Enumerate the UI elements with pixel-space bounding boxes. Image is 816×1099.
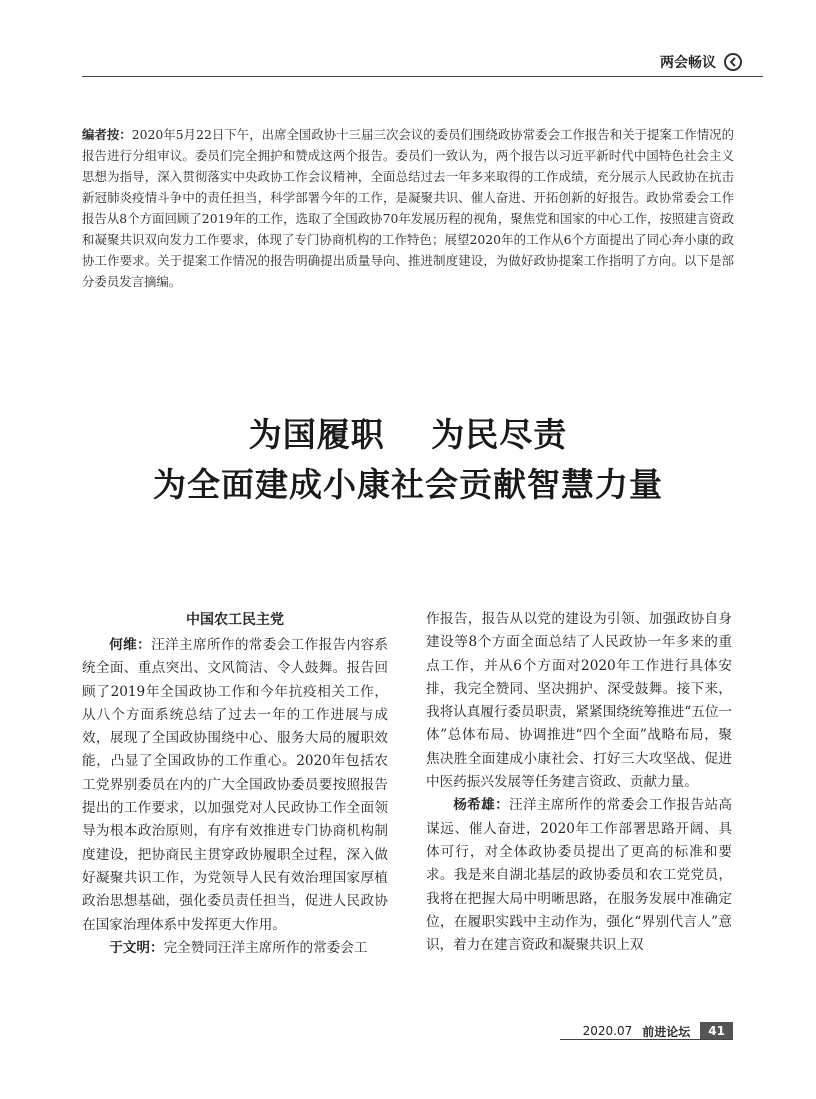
speaker-name: 于文明： (109, 939, 164, 956)
page-number: 41 (700, 1022, 733, 1040)
paragraph-yu-wenming-cont: 作报告，报告从以党的建设为引领、加强政协自身建设等8个方面全面总结了人民政协一年多来的重点工作，并从6个方面对2020年工作进行具体安排，我完全赞同、坚决拥护、深受鼓舞。接下来，我将认真履行委员职责，紧紧围绕统筹推进“五位一体”总体布局、协调推进“四个全面”战略布局，聚焦决胜全面建成小康社会、打好三大攻坚战、促进中医药振兴发展等任务建言资政、贡献力量。 (426, 611, 733, 791)
issue-date: 2020.07 (582, 1024, 633, 1038)
page-footer (583, 1022, 733, 1040)
speaker-name: 杨希雄： (453, 797, 510, 814)
paragraph-he-wei (82, 634, 388, 937)
footer-rule (560, 1039, 733, 1040)
paragraph-yang-xixiong (426, 794, 732, 957)
section-tag (660, 52, 742, 72)
title-line-2: 为全面建成小康社会贡献智慧力量 (153, 465, 663, 504)
paragraph-text: 汪洋主席所作的常委会工作报告内容系统全面、重点突出、文风简洁、令人鼓舞。报告回顾了2019年全国政协工作和今年抗疫相关工作，从八个方面系统总结了过去一年的工作进展与成效，展现了全国政协围绕中心、服务大局的履职效能，凸显了全国政协的工作重心。2020年包括农工党界别委员在内的广大全国政协委员要按照报告提出的工作要求，以加强党对人民政协工作全面领导为根本政治原则，有序有效推进专门协商机构制度建设，把协商民主贯穿政协履职全过程，深入做好凝聚共识工作，为党领导人民有效治理国家厚植政治思想基础，强化委员责任担当，促进人民政协在国家治理体系中发挥更大作用。 (82, 637, 389, 933)
article-title (82, 410, 734, 510)
right-column (426, 608, 732, 957)
title-line-1: 为国履职 为民尽责 (248, 415, 568, 454)
paragraph-yu-wenming (82, 937, 388, 960)
editor-note (82, 124, 734, 292)
journal-name: 前进论坛 (642, 1024, 691, 1039)
paragraph-text: 汪洋主席所作的常委会工作报告站高谋远、催人奋进，2020年工作部署思路开阔、具体可行，对全体政协委员提出了更高的标准和要求。我是来自湖北基层的政协委员和农工党党员，我将在把握大局中明晰思路，在服务发展中准确定位，在履职实践中主动作为，强化“界别代言人”意识，着力在建言资政和凝聚共识上双 (426, 797, 733, 954)
editor-note-lead: 编者按： (82, 127, 132, 142)
paragraph-text: 完全赞同汪洋主席所作的常委会工 (163, 939, 368, 956)
speaker-name: 何维： (109, 637, 152, 653)
left-column (82, 608, 388, 960)
editor-note-text: 2020年5月22日下午，出席全国政协十三届三次会议的委员们围绕政协常委会工作报告和关于提案工作情况的报告进行分组审议。委员们完全拥护和赞成这两个报告。委员们一致认为，两个报告以习近平新时代中国特色社会主义思想为指导，深入贯彻落实中央政协工作会议精神，全面总结过去一年多来取得的工作成绩，充分展示人民政协在抗击新冠肺炎疫情斗争中的责任担当，科学部署今年的工作，是凝聚共识、催人奋进、开拓创新的好报告。政协常委会工作报告从8个方面回顾了2019年的工作，选取了全国政协70年发展历程的视角，聚焦党和国家的中心工作，按照建言资政和凝聚共识双向发力工作要求，体现了专门协商机构的工作特色；展望2020年的工作从6个方面提出了同心奔小康的政协工作要求。关于提案工作情况的报告明确提出质量导向、推进制度建设，为做好政协提案工作指明了方向。以下是部分委员发言摘编。 (82, 127, 735, 289)
header-rule (82, 76, 763, 77)
org-heading: 中国农工民主党 (186, 612, 284, 628)
section-label: 两会畅议 (660, 55, 716, 71)
back-arrow-icon[interactable] (724, 53, 742, 71)
